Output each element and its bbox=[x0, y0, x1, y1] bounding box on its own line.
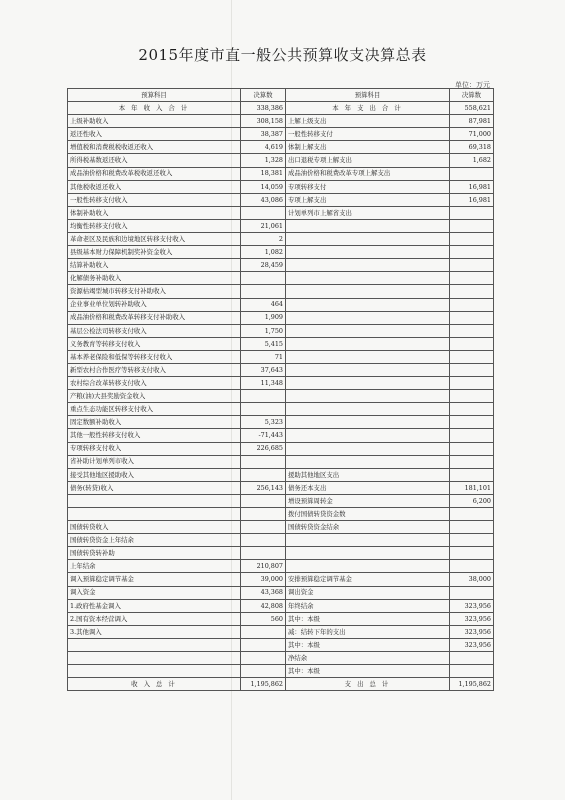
table-row bbox=[68, 206, 494, 219]
income-subject-cell: 农村综合改革转移支付收入 bbox=[68, 377, 241, 390]
expense-subject-cell bbox=[286, 547, 450, 560]
expense-amount-cell bbox=[450, 259, 494, 272]
income-amount-cell: 560 bbox=[241, 612, 286, 625]
table-row bbox=[68, 508, 494, 521]
expense-subject-cell bbox=[286, 455, 450, 468]
expense-subject-cell bbox=[286, 403, 450, 416]
expense-amount-cell bbox=[450, 363, 494, 376]
income-amount-cell bbox=[241, 494, 286, 507]
income-subject-cell: 调入预算稳定调节基金 bbox=[68, 573, 241, 586]
income-subject-cell: 本 年 收 入 合 计 bbox=[68, 102, 241, 115]
expense-amount-cell bbox=[450, 429, 494, 442]
income-subject-cell: 均衡性转移支付收入 bbox=[68, 219, 241, 232]
income-amount-cell: 18,381 bbox=[241, 167, 286, 180]
income-amount-cell bbox=[241, 547, 286, 560]
income-amount-cell: 5,323 bbox=[241, 416, 286, 429]
expense-subject-cell: 体制上解支出 bbox=[286, 141, 450, 154]
expense-amount-cell: 69,318 bbox=[450, 141, 494, 154]
income-amount-cell: 37,643 bbox=[241, 363, 286, 376]
expense-amount-cell bbox=[450, 246, 494, 259]
table-row bbox=[68, 547, 494, 560]
expense-subject-cell bbox=[286, 429, 450, 442]
income-amount-cell: 21,061 bbox=[241, 219, 286, 232]
expense-amount-cell bbox=[450, 350, 494, 363]
expense-subject-cell bbox=[286, 350, 450, 363]
table-body bbox=[68, 102, 494, 678]
income-subject-cell: 化解债务补助收入 bbox=[68, 272, 241, 285]
income-subject-cell: 上年结余 bbox=[68, 560, 241, 573]
income-amount-cell bbox=[241, 390, 286, 403]
expense-amount-cell: 71,000 bbox=[450, 128, 494, 141]
expense-amount-cell: 323,956 bbox=[450, 599, 494, 612]
expense-subject-cell bbox=[286, 416, 450, 429]
income-amount-cell bbox=[241, 285, 286, 298]
income-amount-cell: 5,415 bbox=[241, 337, 286, 350]
expense-amount-cell bbox=[450, 508, 494, 521]
expense-amount-cell bbox=[450, 311, 494, 324]
expense-amount-cell: 323,956 bbox=[450, 612, 494, 625]
expense-amount-cell bbox=[450, 652, 494, 665]
table-row bbox=[68, 455, 494, 468]
table-row bbox=[68, 259, 494, 272]
table-row bbox=[68, 390, 494, 403]
expense-amount-cell bbox=[450, 521, 494, 534]
income-amount-cell bbox=[241, 403, 286, 416]
expense-amount-cell bbox=[450, 272, 494, 285]
expense-amount-cell bbox=[450, 167, 494, 180]
income-amount-cell: 1,750 bbox=[241, 324, 286, 337]
income-amount-cell bbox=[241, 272, 286, 285]
expense-subject-cell bbox=[286, 259, 450, 272]
expense-subject-cell: 减：结转下年的支出 bbox=[286, 625, 450, 638]
expense-subject-cell bbox=[286, 377, 450, 390]
expense-subject-cell: 年终结余 bbox=[286, 599, 450, 612]
table-row bbox=[68, 573, 494, 586]
expense-amount-cell: 38,000 bbox=[450, 573, 494, 586]
expense-amount-cell bbox=[450, 324, 494, 337]
expense-amount-cell: 1,682 bbox=[450, 154, 494, 167]
expense-subject-cell: 拨付国债转贷资金数 bbox=[286, 508, 450, 521]
income-subject-cell: 所得税基数返还收入 bbox=[68, 154, 241, 167]
expense-amount-cell bbox=[450, 206, 494, 219]
table-row bbox=[68, 377, 494, 390]
income-subject-cell: 义务教育等转移支付收入 bbox=[68, 337, 241, 350]
income-amount-cell bbox=[241, 638, 286, 651]
table-row bbox=[68, 638, 494, 651]
table-row bbox=[68, 141, 494, 154]
table-row bbox=[68, 298, 494, 311]
income-subject-cell: 基本养老保险和低保等转移支付收入 bbox=[68, 350, 241, 363]
income-amount-cell: 308,158 bbox=[241, 115, 286, 128]
expense-amount-cell bbox=[450, 534, 494, 547]
expense-subject-cell: 专项转移支付 bbox=[286, 180, 450, 193]
income-subject-cell: 1.政府性基金调入 bbox=[68, 599, 241, 612]
income-amount-cell: 1,909 bbox=[241, 311, 286, 324]
income-subject-cell: 上级补助收入 bbox=[68, 115, 241, 128]
income-subject-cell: 国债转贷转补助 bbox=[68, 547, 241, 560]
income-subject-cell: 体制补助收入 bbox=[68, 206, 241, 219]
expense-total-value: 1,195,862 bbox=[450, 678, 494, 691]
income-amount-cell bbox=[241, 455, 286, 468]
expense-subject-cell bbox=[286, 219, 450, 232]
income-amount-cell: 226,685 bbox=[241, 442, 286, 455]
income-amount-cell bbox=[241, 468, 286, 481]
table-row bbox=[68, 233, 494, 246]
document-title: 2015年度市直一般公共预算收支决算总表 bbox=[138, 46, 427, 64]
table-row bbox=[68, 521, 494, 534]
expense-subject-cell bbox=[286, 390, 450, 403]
expense-subject-cell bbox=[286, 337, 450, 350]
income-subject-cell: 重点生态功能区转移支付收入 bbox=[68, 403, 241, 416]
expense-amount-cell: 323,956 bbox=[450, 638, 494, 651]
table-row bbox=[68, 625, 494, 638]
income-subject-cell: 革命老区及民族和边境地区转移支付收入 bbox=[68, 233, 241, 246]
expense-amount-cell: 181,101 bbox=[450, 481, 494, 494]
income-amount-cell bbox=[241, 652, 286, 665]
expense-subject-cell bbox=[286, 285, 450, 298]
expense-amount-cell bbox=[450, 416, 494, 429]
income-amount-cell: 1,328 bbox=[241, 154, 286, 167]
table-row bbox=[68, 665, 494, 678]
table-header-row bbox=[68, 89, 494, 102]
income-subject-cell: 专项转移支付收入 bbox=[68, 442, 241, 455]
income-subject-cell: 省补助计划单列市收入 bbox=[68, 455, 241, 468]
income-amount-cell: 11,348 bbox=[241, 377, 286, 390]
table-row bbox=[68, 442, 494, 455]
income-amount-cell: 43,086 bbox=[241, 193, 286, 206]
income-subject-cell bbox=[68, 494, 241, 507]
table-row bbox=[68, 481, 494, 494]
expense-subject-cell bbox=[286, 324, 450, 337]
table-row bbox=[68, 337, 494, 350]
income-amount-cell bbox=[241, 665, 286, 678]
table-row bbox=[68, 324, 494, 337]
income-subject-cell: 调入资金 bbox=[68, 586, 241, 599]
income-amount-cell: 43,368 bbox=[241, 586, 286, 599]
expense-subject-cell bbox=[286, 298, 450, 311]
expense-amount-cell bbox=[450, 377, 494, 390]
expense-amount-cell bbox=[450, 337, 494, 350]
expense-subject-cell: 国债转贷资金结余 bbox=[286, 521, 450, 534]
income-subject-cell: 其他税收返还收入 bbox=[68, 180, 241, 193]
expense-total-label: 支 出 总 计 bbox=[286, 678, 450, 691]
expense-amount-cell: 558,621 bbox=[450, 102, 494, 115]
table-row bbox=[68, 652, 494, 665]
expense-amount-cell: 323,956 bbox=[450, 625, 494, 638]
income-amount-cell bbox=[241, 508, 286, 521]
expense-subject-cell: 净结余 bbox=[286, 652, 450, 665]
income-total-value: 1,195,862 bbox=[241, 678, 286, 691]
table-row bbox=[68, 468, 494, 481]
table-row bbox=[68, 429, 494, 442]
expense-amount-cell bbox=[450, 547, 494, 560]
table-row bbox=[68, 167, 494, 180]
table-row bbox=[68, 534, 494, 547]
income-subject-cell bbox=[68, 652, 241, 665]
table-row bbox=[68, 219, 494, 232]
income-subject-cell: 资源枯竭型城市转移支付补助收入 bbox=[68, 285, 241, 298]
expense-subject-cell: 本 年 支 出 合 计 bbox=[286, 102, 450, 115]
table-row bbox=[68, 128, 494, 141]
table-row bbox=[68, 494, 494, 507]
expense-subject-cell bbox=[286, 311, 450, 324]
table-row bbox=[68, 311, 494, 324]
income-subject-cell: 国债转贷资金上年结余 bbox=[68, 534, 241, 547]
unit-note: 单位：万元 bbox=[455, 81, 490, 89]
table-row bbox=[68, 586, 494, 599]
expense-subject-cell bbox=[286, 272, 450, 285]
income-amount-cell: 464 bbox=[241, 298, 286, 311]
expense-amount-cell bbox=[450, 233, 494, 246]
table-row bbox=[68, 115, 494, 128]
income-amount-cell: 1,082 bbox=[241, 246, 286, 259]
income-subject-cell: 成品油价格和税费改革转移支付补助收入 bbox=[68, 311, 241, 324]
table-row bbox=[68, 180, 494, 193]
income-amount-cell bbox=[241, 521, 286, 534]
income-amount-cell: 256,143 bbox=[241, 481, 286, 494]
expense-subject-cell bbox=[286, 534, 450, 547]
table-row bbox=[68, 154, 494, 167]
expense-subject-cell: 调出资金 bbox=[286, 586, 450, 599]
expense-amount-header: 决算数 bbox=[450, 89, 494, 102]
expense-amount-cell bbox=[450, 665, 494, 678]
expense-amount-cell bbox=[450, 219, 494, 232]
income-subject-cell bbox=[68, 665, 241, 678]
income-subject-cell: 结算补助收入 bbox=[68, 259, 241, 272]
expense-subject-cell: 其中：本级 bbox=[286, 638, 450, 651]
income-subject-cell: 其他一般性转移支付收入 bbox=[68, 429, 241, 442]
budget-summary-table bbox=[67, 88, 494, 691]
income-amount-cell bbox=[241, 625, 286, 638]
income-subject-cell: 接受其他地区援助收入 bbox=[68, 468, 241, 481]
income-subject-cell: 企业事业单位划转补助收入 bbox=[68, 298, 241, 311]
table-row bbox=[68, 102, 494, 115]
income-subject-cell: 基层公检法司转移支付收入 bbox=[68, 324, 241, 337]
expense-amount-cell bbox=[450, 298, 494, 311]
expense-amount-cell bbox=[450, 468, 494, 481]
expense-amount-cell bbox=[450, 403, 494, 416]
income-subject-cell: 产粮(油)大县奖励资金收入 bbox=[68, 390, 241, 403]
expense-amount-cell bbox=[450, 455, 494, 468]
income-subject-cell: 县级基本财力保障机制奖补资金收入 bbox=[68, 246, 241, 259]
expense-subject-cell: 一般性转移支付 bbox=[286, 128, 450, 141]
table-row bbox=[68, 193, 494, 206]
income-subject-cell: 新型农村合作医疗等转移支付收入 bbox=[68, 363, 241, 376]
expense-subject-cell: 上解上级支出 bbox=[286, 115, 450, 128]
income-amount-cell: 14,059 bbox=[241, 180, 286, 193]
table-row bbox=[68, 246, 494, 259]
income-subject-cell: 2.国有资本经营调入 bbox=[68, 612, 241, 625]
expense-amount-cell: 6,200 bbox=[450, 494, 494, 507]
expense-subject-cell bbox=[286, 560, 450, 573]
income-amount-cell bbox=[241, 534, 286, 547]
expense-subject-cell bbox=[286, 442, 450, 455]
income-subject-cell: 返还性收入 bbox=[68, 128, 241, 141]
income-amount-cell: 28,459 bbox=[241, 259, 286, 272]
income-amount-cell bbox=[241, 206, 286, 219]
income-amount-cell: 42,808 bbox=[241, 599, 286, 612]
expense-amount-cell: 87,981 bbox=[450, 115, 494, 128]
income-amount-cell: 71 bbox=[241, 350, 286, 363]
expense-subject-cell: 债务还本支出 bbox=[286, 481, 450, 494]
expense-subject-cell bbox=[286, 246, 450, 259]
table-row bbox=[68, 612, 494, 625]
table-row bbox=[68, 350, 494, 363]
income-amount-cell: 338,386 bbox=[241, 102, 286, 115]
expense-subject-cell: 出口退税专项上解支出 bbox=[286, 154, 450, 167]
income-amount-cell: 4,619 bbox=[241, 141, 286, 154]
expense-subject-cell bbox=[286, 363, 450, 376]
expense-subject-cell: 计划单列市上解省支出 bbox=[286, 206, 450, 219]
income-amount-cell: 2 bbox=[241, 233, 286, 246]
income-total-label: 收 入 总 计 bbox=[68, 678, 241, 691]
expense-amount-cell bbox=[450, 586, 494, 599]
income-amount-cell: 210,807 bbox=[241, 560, 286, 573]
income-subject-cell: 成品油价格和税费改革税收返还收入 bbox=[68, 167, 241, 180]
table-row bbox=[68, 560, 494, 573]
expense-subject-cell bbox=[286, 233, 450, 246]
expense-amount-cell: 16,981 bbox=[450, 193, 494, 206]
totals-row bbox=[68, 678, 494, 691]
expense-subject-cell: 安排预算稳定调节基金 bbox=[286, 573, 450, 586]
table-row bbox=[68, 285, 494, 298]
expense-amount-cell bbox=[450, 390, 494, 403]
income-subject-cell: 一般性转移支付收入 bbox=[68, 193, 241, 206]
table-row bbox=[68, 272, 494, 285]
table-row bbox=[68, 403, 494, 416]
income-amount-cell: -71,443 bbox=[241, 429, 286, 442]
expense-subject-cell: 其中：本级 bbox=[286, 612, 450, 625]
expense-subject-cell: 援助其他地区支出 bbox=[286, 468, 450, 481]
expense-subject-cell: 成品油价格和税费改革专项上解支出 bbox=[286, 167, 450, 180]
income-subject-header: 预算科目 bbox=[68, 89, 241, 102]
expense-subject-cell: 专项上解支出 bbox=[286, 193, 450, 206]
table-row bbox=[68, 599, 494, 612]
income-subject-cell: 债务(转贷)收入 bbox=[68, 481, 241, 494]
income-subject-cell: 国债转贷收入 bbox=[68, 521, 241, 534]
income-amount-cell: 38,387 bbox=[241, 128, 286, 141]
income-amount-header: 决算数 bbox=[241, 89, 286, 102]
income-subject-cell: 3.其他调入 bbox=[68, 625, 241, 638]
expense-subject-cell: 其中：本级 bbox=[286, 665, 450, 678]
expense-amount-cell bbox=[450, 442, 494, 455]
expense-amount-cell bbox=[450, 285, 494, 298]
table-row bbox=[68, 416, 494, 429]
expense-amount-cell bbox=[450, 560, 494, 573]
expense-subject-header: 预算科目 bbox=[286, 89, 450, 102]
table-row bbox=[68, 363, 494, 376]
expense-amount-cell: 16,981 bbox=[450, 180, 494, 193]
income-subject-cell bbox=[68, 508, 241, 521]
income-subject-cell: 固定数额补助收入 bbox=[68, 416, 241, 429]
expense-subject-cell: 增设预算周转金 bbox=[286, 494, 450, 507]
income-subject-cell: 增值税和消费税税收返还收入 bbox=[68, 141, 241, 154]
income-amount-cell: 39,000 bbox=[241, 573, 286, 586]
income-subject-cell bbox=[68, 638, 241, 651]
